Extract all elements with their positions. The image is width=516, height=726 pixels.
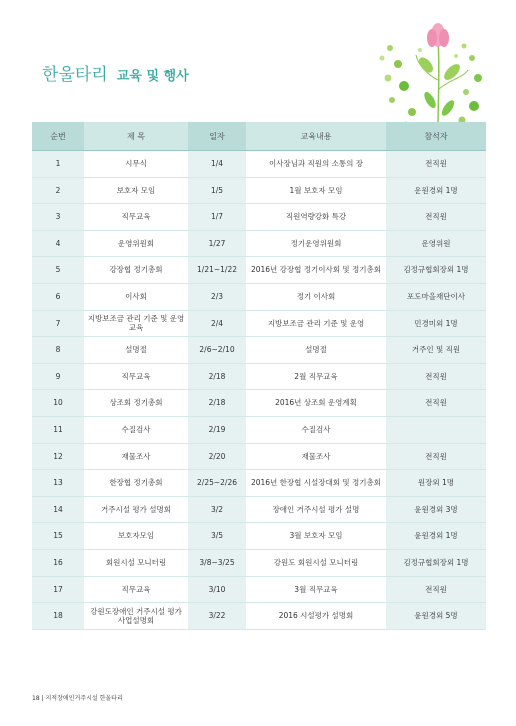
cell-content: 정기운영위원회 [246,230,386,257]
table-row [32,523,486,550]
cell-title: 설명절 [84,337,188,364]
cell-title: 회원시설 모니터링 [84,549,188,576]
cell-date: 2/18 [188,363,246,390]
cell-date: 3/2 [188,496,246,523]
cell-date: 2/25~2/26 [188,470,246,497]
col-header-attendee: 참석자 [386,122,486,151]
events-table [32,122,486,630]
cell-title: 한장협 정기총회 [84,470,188,497]
cell-attendee: 민경미외 1명 [386,310,486,337]
cell-date: 3/10 [188,576,246,603]
cell-title: 지방보조금 관리 기준 및 운영교육 [84,310,188,337]
cell-date: 3/5 [188,523,246,550]
cell-attendee: 전직원 [386,204,486,231]
cell-attendee: 운원경외 1명 [386,177,486,204]
cell-title: 운영위원회 [84,230,188,257]
cell-title: 직무교육 [84,576,188,603]
cell-no: 6 [32,283,84,310]
cell-content: 3월 직무교육 [246,576,386,603]
cell-attendee: 거주인 및 직원 [386,337,486,364]
cell-no: 13 [32,470,84,497]
cell-attendee [386,416,486,443]
cell-content: 직원역량강화 특강 [246,204,386,231]
cell-date: 2/18 [188,390,246,417]
table-row [32,576,486,603]
table-row [32,363,486,390]
cell-date: 2/4 [188,310,246,337]
cell-content: 장애인 거주시설 평가 설명 [246,496,386,523]
cell-attendee: 원장외 1명 [386,470,486,497]
cell-no: 12 [32,443,84,470]
cell-no: 5 [32,257,84,284]
col-header-content: 교육내용 [246,122,386,151]
cell-date: 2/6~2/10 [188,337,246,364]
table-row [32,337,486,364]
cell-attendee: 전직원 [386,576,486,603]
table-row [32,283,486,310]
cell-title: 강장협 정기총회 [84,257,188,284]
cell-date: 1/21~1/22 [188,257,246,284]
cell-attendee: 전직원 [386,151,486,178]
cell-title: 직무교육 [84,363,188,390]
table-row [32,177,486,204]
cell-date: 2/20 [188,443,246,470]
cell-no: 17 [32,576,84,603]
cell-title: 시무식 [84,151,188,178]
cell-attendee: 윤원경외 5명 [386,603,486,630]
table-row [32,390,486,417]
cell-date: 1/7 [188,204,246,231]
cell-date: 2/3 [188,283,246,310]
cell-no: 2 [32,177,84,204]
table-header-row [32,122,486,151]
cell-no: 9 [32,363,84,390]
cell-date: 1/27 [188,230,246,257]
table-row [32,470,486,497]
cell-date: 3/22 [188,603,246,630]
cell-content: 2016년 상조회 운영계획 [246,390,386,417]
cell-attendee: 윤원경외 1명 [386,523,486,550]
page-title [42,60,189,85]
table-row [32,496,486,523]
cell-content: 이사장님과 직원의 소통의 장 [246,151,386,178]
cell-attendee: 포도마을재단이사 [386,283,486,310]
cell-no: 15 [32,523,84,550]
cell-title: 거주시설 평가 설명회 [84,496,188,523]
cell-content: 2016년 강장협 정기이사회 및 정기총회 [246,257,386,284]
cell-no: 18 [32,603,84,630]
cell-no: 4 [32,230,84,257]
cell-date: 2/19 [188,416,246,443]
cell-title: 보호자 모임 [84,177,188,204]
table-row [32,151,486,178]
cell-attendee: 김정규협회장외 1명 [386,257,486,284]
cell-content: 정기 이사회 [246,283,386,310]
col-header-date: 일자 [188,122,246,151]
table-row [32,443,486,470]
title-sub: 교육 및 행사 [116,69,189,84]
col-header-title: 제 목 [84,122,188,151]
table-row [32,603,486,630]
cell-content: 3월 보호자 모임 [246,523,386,550]
footer-text: 지적장애인거주시설 한울타리 [45,695,123,702]
table-row [32,549,486,576]
cell-content: 2016 시설평가 설명회 [246,603,386,630]
cell-attendee: 김정규협회장외 1명 [386,549,486,576]
cell-no: 1 [32,151,84,178]
cell-title: 직무교육 [84,204,188,231]
table-row [32,204,486,231]
table-row [32,416,486,443]
cell-attendee: 전직원 [386,363,486,390]
table-row [32,257,486,284]
cell-attendee: 전직원 [386,390,486,417]
cell-attendee: 전직원 [386,443,486,470]
page-footer [32,693,123,702]
cell-content: 2016년 한장협 시설장대회 및 정기총회 [246,470,386,497]
cell-content: 2월 직무교육 [246,363,386,390]
cell-content: 수질검사 [246,416,386,443]
cell-title: 상조회 정기총회 [84,390,188,417]
footer-separator: | [41,695,44,702]
cell-date: 1/4 [188,151,246,178]
page-number: 18 [32,695,40,702]
cell-attendee: 운영위원 [386,230,486,257]
cell-no: 14 [32,496,84,523]
cell-no: 11 [32,416,84,443]
cell-date: 3/8~3/25 [188,549,246,576]
cell-content: 1월 보호자 모임 [246,177,386,204]
cell-content: 강원도 회원시설 모니터링 [246,549,386,576]
cell-title: 수질검사 [84,416,188,443]
cell-title: 재물조사 [84,443,188,470]
cell-date: 1/5 [188,177,246,204]
cell-no: 10 [32,390,84,417]
cell-content: 재물조사 [246,443,386,470]
cell-title: 강원도장애인 거주시설 평가 사업설명회 [84,603,188,630]
cell-no: 3 [32,204,84,231]
cell-no: 16 [32,549,84,576]
table-row [32,230,486,257]
cell-content: 지방보조금 관리 기준 및 운영 [246,310,386,337]
title-main: 한울타리 [42,65,108,85]
cell-title: 이사회 [84,283,188,310]
cell-attendee: 윤원경외 3명 [386,496,486,523]
table-row [32,310,486,337]
cell-title: 보호자모임 [84,523,188,550]
cell-content: 설명절 [246,337,386,364]
flower-decoration-icon [368,20,488,130]
cell-no: 7 [32,310,84,337]
col-header-no: 순번 [32,122,84,151]
cell-no: 8 [32,337,84,364]
